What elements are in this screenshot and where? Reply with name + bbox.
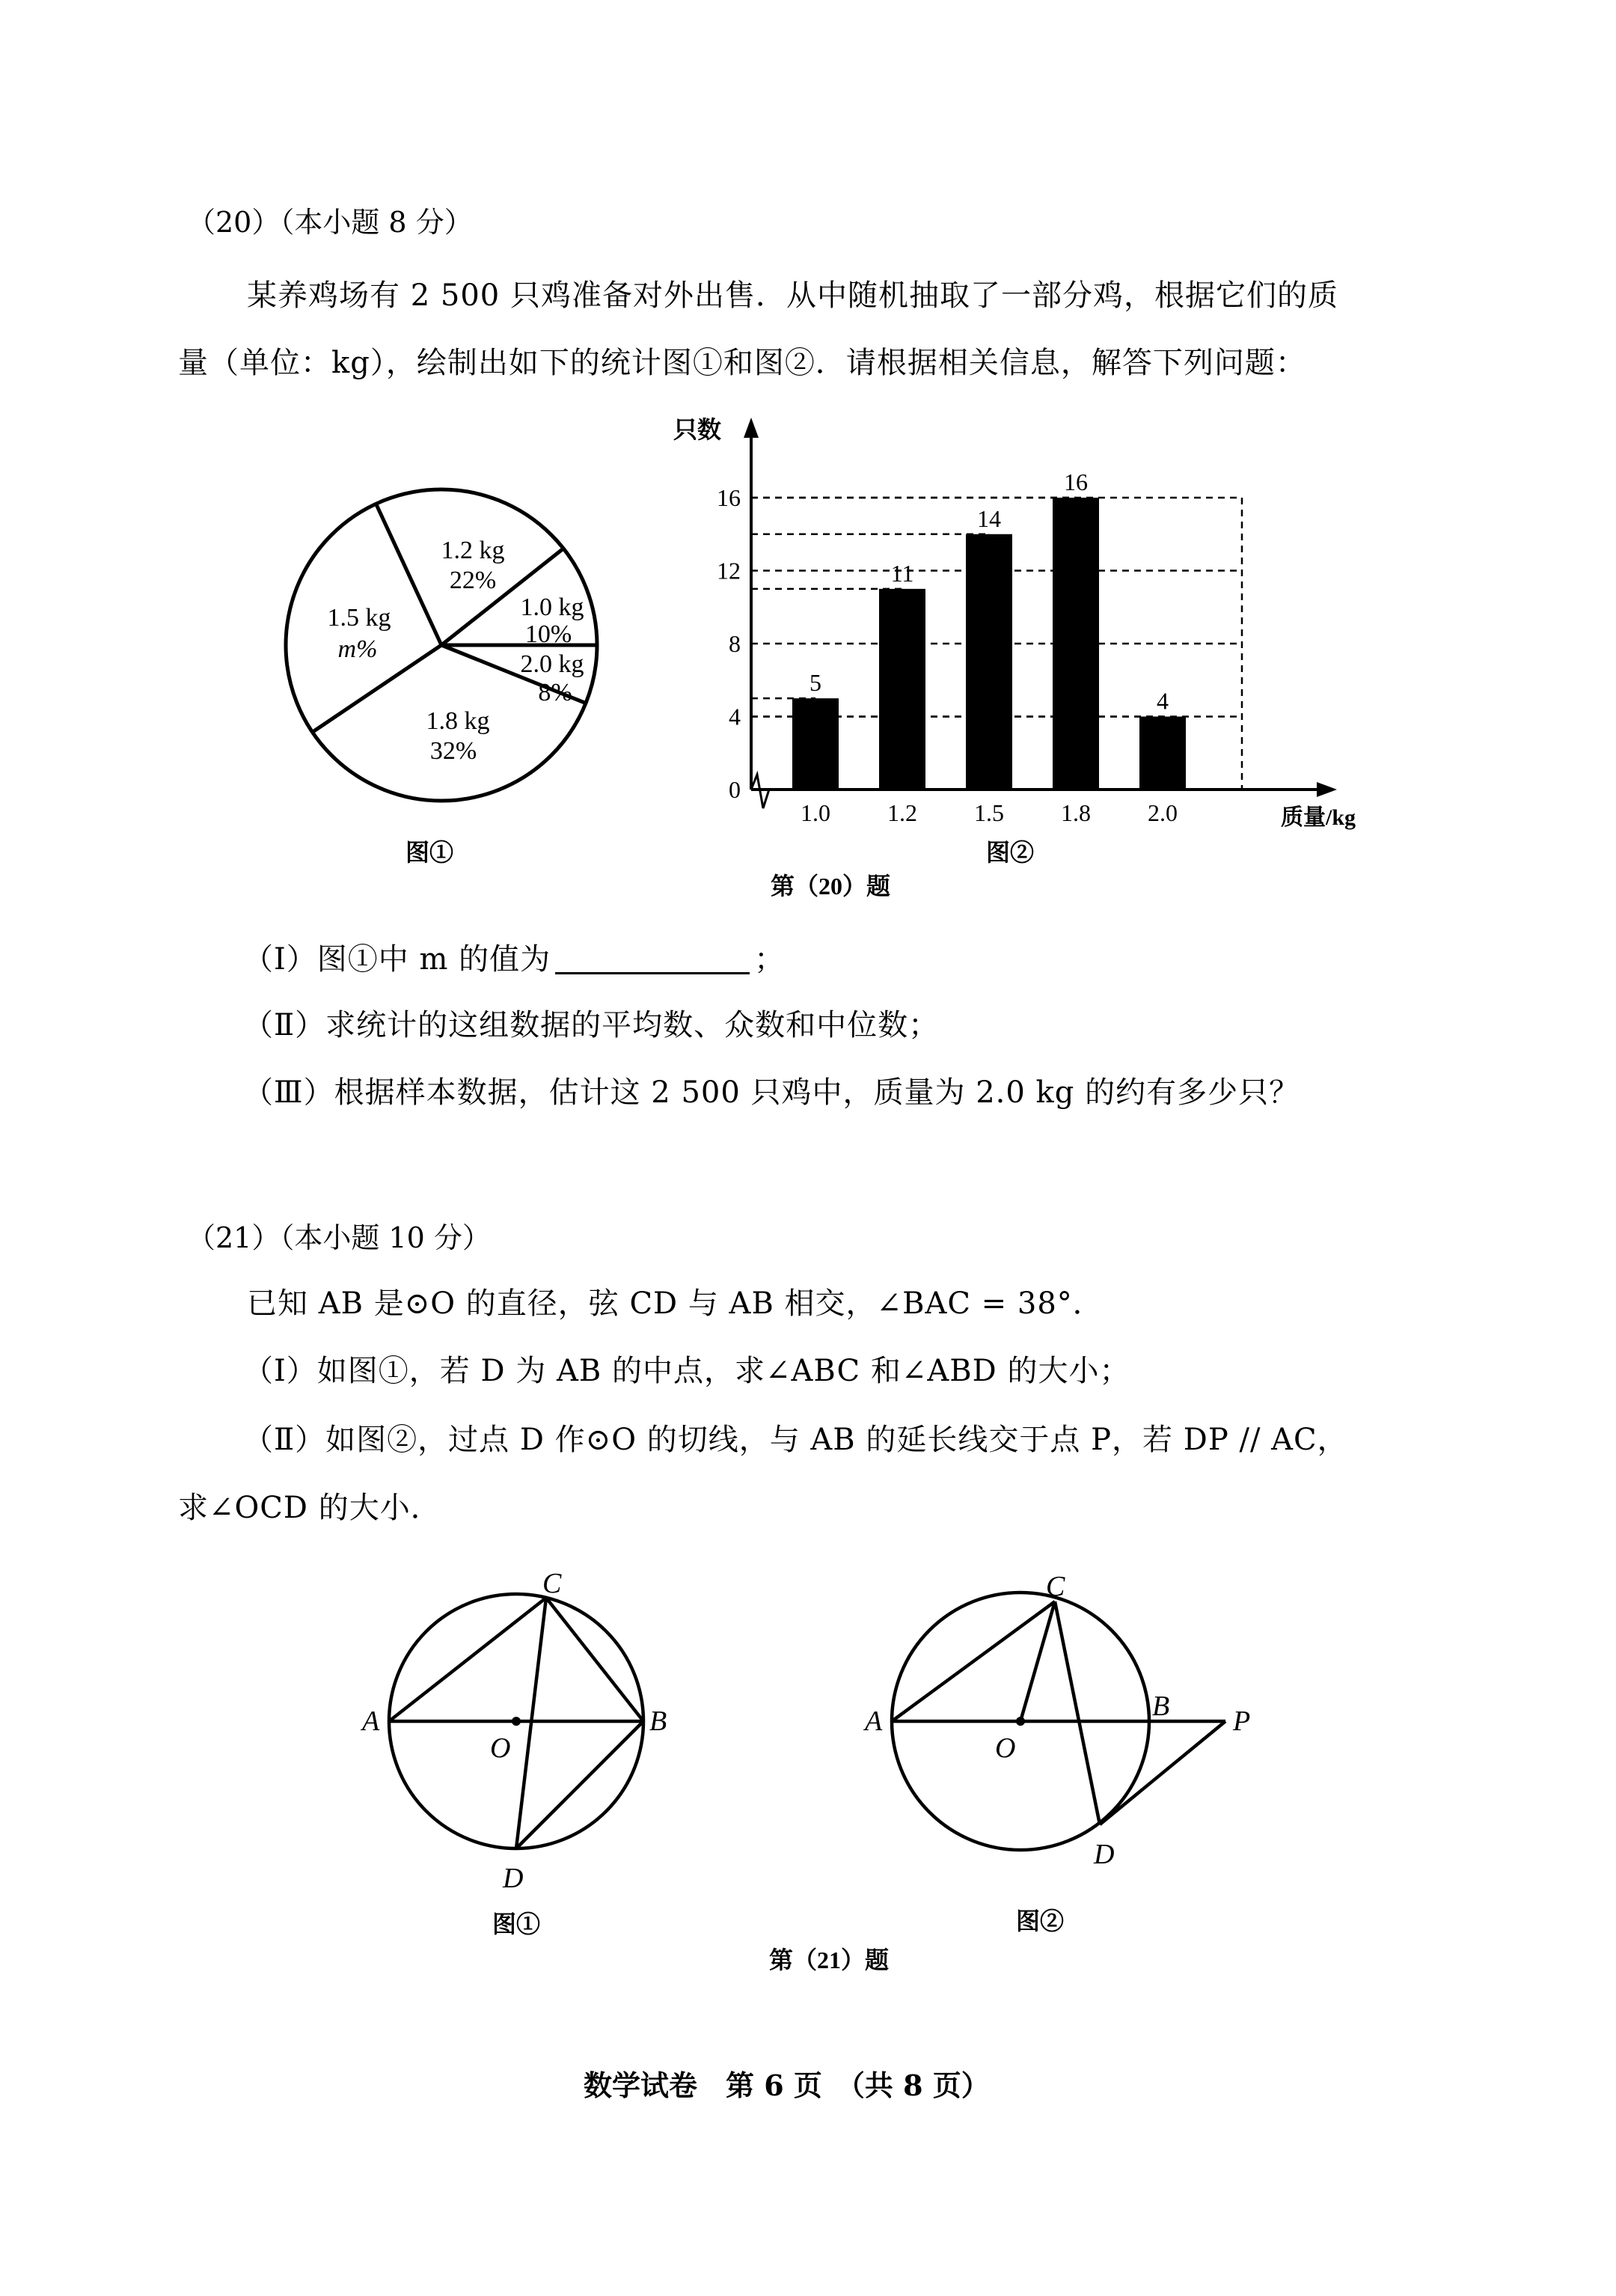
x-tick-label: 1.5 [974,799,1004,826]
bar [1053,498,1099,790]
pie-label-weight-5: 1.5 kg [327,604,391,632]
q21-header: （21）（本小题 10 分） [187,1221,491,1254]
segment-oc-2 [1020,1602,1055,1721]
center-dot-1 [512,1717,521,1726]
q21-figure-title: 第（21）题 [768,1947,890,1973]
q21-fig2-caption: 图② [1015,1908,1065,1935]
bar [966,534,1012,790]
q20-part3: （Ⅲ）根据样本数据，估计这 2 500 只鸡中，质量为 2.0 kg 的约有多少只？ [243,1075,1300,1110]
q21-part2-cont: 求∠OCD 的大小． [178,1491,441,1525]
label-o-2: O [995,1732,1016,1764]
bar [792,698,839,790]
answer-blank[interactable] [555,945,750,974]
pie-caption: 图① [405,839,454,866]
segment-cd-2 [1055,1602,1100,1825]
axis-break-mark [751,775,769,808]
pie-label-weight-4: 1.8 kg [426,707,490,735]
x-axis-label: 质量/kg [1281,805,1356,830]
pie-label-weight-3: 2.0 kg [520,650,584,678]
q20-part1-text: （Ⅰ）图①中 m 的值为 [243,942,551,977]
label-a-2: A [865,1706,883,1737]
x-axis-arrow [1317,782,1337,797]
label-d-2: D [1094,1839,1115,1870]
q21-fig1-caption: 图① [492,1911,541,1938]
label-b-1: B [649,1706,667,1737]
q20-figure-title: 第（20）题 [770,873,891,900]
pie-label-percent-3: 8% [538,679,572,706]
pie-label-weight-2: 1.0 kg [520,593,584,621]
q21-figure-2 [892,1593,1225,1850]
bar [879,589,925,790]
pie-label-percent-5: m% [337,635,378,663]
pie-label-percent-4: 32% [429,737,477,765]
segment-db-1 [516,1721,643,1848]
y-tick-label: 4 [729,703,741,730]
q21-part1: （Ⅰ）如图①，若 D 为 AB 的中点，求∠ABC 和∠ABD 的大小； [243,1354,1130,1388]
q21-figure-1 [389,1594,643,1848]
bar-value-label: 11 [890,559,914,587]
label-c-2: C [1046,1571,1065,1602]
bar [1139,717,1186,790]
bar-y-tick-labels [717,484,741,803]
q21-stem-line1: 已知 AB 是⊙O 的直径，弦 CD 与 AB 相交，∠BAC = 38°． [247,1286,1104,1321]
segment-cd-1 [516,1598,546,1848]
y-axis-arrow [744,418,759,438]
x-tick-label: 2.0 [1148,799,1178,826]
bar-value-label: 14 [977,504,1001,532]
pie-label-percent-2: 10% [524,620,572,648]
bar-value-label: 16 [1064,468,1088,495]
segment-dp-2 [1100,1721,1225,1825]
center-dot-2 [1016,1717,1025,1726]
q20-header: （20）（本小题 8 分） [187,206,473,239]
label-o-1: O [490,1732,511,1764]
segment-ac-1 [389,1598,546,1721]
q20-part1 [243,942,786,977]
bar-x-tick-labels [801,799,1178,826]
q20-part1-end: ； [754,942,786,977]
label-d-1: D [503,1863,524,1894]
q21-figure-1-labels [360,1568,667,1894]
y-tick-label: 16 [717,484,741,511]
bar-caption: 图② [985,839,1035,866]
y-tick-label: 0 [729,776,741,803]
bar-chart [673,416,1356,830]
x-tick-label: 1.2 [887,799,917,826]
bar-value-label: 4 [1157,687,1169,715]
label-b-2: B [1152,1691,1170,1722]
page-footer: 数学试卷 第 6 页 （共 8 页） [584,2068,990,2102]
q20-stem-line2: 量（单位：kg），绘制出如下的统计图①和图②．请根据相关信息，解答下列问题： [178,346,1306,380]
label-a-1: A [362,1706,380,1737]
y-tick-label: 8 [729,630,741,657]
label-p-2: P [1233,1706,1251,1737]
q20-part2: （Ⅱ）求统计的这组数据的平均数、众数和中位数； [243,1008,940,1042]
x-tick-label: 1.0 [801,799,830,826]
q21-part2: （Ⅱ）如图②，过点 D 作⊙O 的切线，与 AB 的延长线交于点 P，若 DP // AC， [243,1423,1348,1457]
y-tick-label: 12 [717,557,741,584]
label-c-1: C [542,1568,562,1599]
y-axis-label: 只数 [673,416,722,443]
bar-value-label: 5 [809,669,821,697]
q20-stem-line1: 某养鸡场有 2 500 只鸡准备对外出售．从中随机抽取了一部分鸡，根据它们的质 [247,278,1338,313]
pie-label-weight-1: 1.2 kg [441,537,505,564]
segment-ac-2 [892,1602,1055,1721]
x-tick-label: 1.8 [1061,799,1091,826]
pie-label-percent-1: 22% [449,567,497,594]
